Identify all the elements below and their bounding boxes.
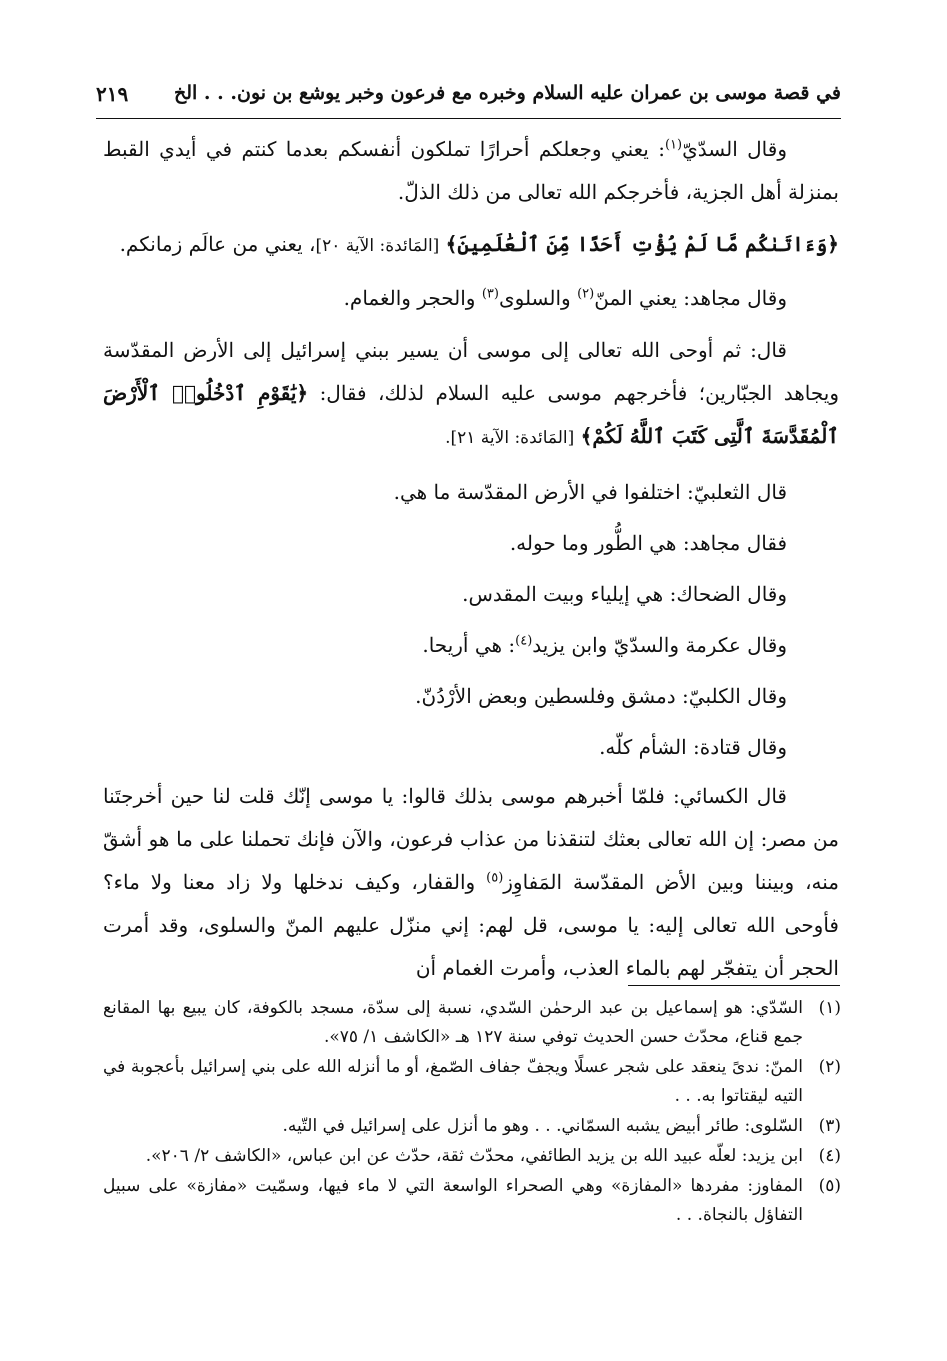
footnote [103,1142,841,1171]
footnote-text: المفاوز: مفردها «المفازة» وهي الصحراء الواسعة التي لا ماء فيها، وسمّيت «مفازة» على سبيل التفاؤل بالنجاة. . . [103,1176,803,1225]
footnote-text: السّدّي: هو إسماعيل بن عبد الرحمٰن السّدي، نسبة إلى سدّة، مسجد بالكوفة، كان يبيع بها المقانع جمع قناع، محدّث حسن الحديث توفي سنة ١٢٧ هـ «الكاشف ١/ ٧٥». [103,998,803,1047]
footnote-marker: (٥) [486,870,504,886]
running-header [96,82,841,114]
paragraph-11: قال الكسائي: فلمّا أخبرهم موسى بذلك قالوا: يا موسى إنّك قلت لنا حين أخرجتَنا من مصر: إن الله تعالى بعثك لتنقذنا من عذاب فرعون، والآن فإنك تحملنا على ما هو أشقّ منه، وبيننا وبين الأض المقدّسة المَفاوِز$^{(٥)}$ والقفار، وكيف ندخلها ولا زاد معنا ولا ماء؟ فأوحى الله تعالى إليه: يا موسى، قل لهم: إني منزّل عليهم المنّ والسلوى، وقد أمرت الحجر أن يتفجّر لهم بالماء العذب، وأمرت الغمام أن [103,784,839,980]
main-text [103,128,839,999]
paragraph-7: وقال الضحاك: هي إيلياء وبيت المقدس. [462,582,787,606]
footnote-marker: (٣) [481,286,499,302]
header-title: في قصة موسى بن عمران عليه السلام وخبره مع فرعون وخبر يوشع بن نون. . . الخ [173,82,841,104]
paragraph-3: وقال مجاهد: يعني المنّ$^{(٢)}$ والسلوى$^{(٣)}$ والحجر والغمام. [343,286,787,310]
footnotes [103,994,841,1231]
paragraph-4: قال: ثم أوحى الله تعالى إلى موسى أن يسير ببني إسرائيل إلى الأرض المقدّسة ويجاهد الجبّارين؛ فأخرجهم موسى عليه السلام لذلك، فقال: ﴿يَٰقَوْمِ ٱدْخُلُوا۟ ٱلْأَرْضَ ٱلْمُقَدَّسَةَ ٱلَّتِى كَتَبَ ٱللَّهُ لَكُمْ﴾ [المَائدة: الآية ٢١]. [103,338,839,448]
header-rule [96,118,841,119]
paragraph-6: فقال مجاهد: هي الطُّور وما حوله. [509,531,787,555]
quran-verse: ﴿وَءَاتَىٰكُم مَّا لَمْ يُؤْتِ أَحَدًا مِّنَ ٱلْعَٰلَمِينَ﴾ [445,232,839,256]
paragraph-8: وقال عكرمة والسدّيّ وابن يزيد$^{(٤)}$: هي أريحا. [422,633,787,657]
paragraph-9: وقال الكلبيّ: دمشق وفلسطين وبعض الأرْدُنّ. [415,684,787,708]
footnote-text: المنّ: ندىً ينعقد على شجر عسلًا ويجفّ جفاف الصّمغ، أو ما أنزله الله على بني إسرائيل بأعجوبة في التيه ليقتاتوا به. . . [103,1057,803,1106]
quran-verse: ﴿يَٰقَوْمِ ٱدْخُلُوا۟ ٱلْأَرْضَ ٱلْمُقَدَّسَةَ ٱلَّتِى كَتَبَ ٱللَّهُ لَكُمْ﴾ [103,381,839,448]
footnote [103,1172,841,1230]
verse-reference: [المَائدة: الآية ٢٠] [315,236,440,256]
footnote-number: (٤) [818,1146,841,1166]
footnote-number: (١) [818,998,841,1018]
verse-reference: [المَائدة: الآية ٢١]. [445,428,575,448]
footnote-marker: (٤) [515,633,533,649]
footnote [103,994,841,1052]
footnote-text: ابن يزيد: لعلّه عبيد الله بن يزيد الطائفي، محدّث ثقة، حدّث عن ابن عباس، «الكاشف ٢/ ٢٠٦». [145,1146,803,1166]
footnote-text: السّلوى: طائر أبيض يشبه السمّاني. . . وهو ما أنزل على إسرائيل في التّيه. [282,1116,803,1136]
footnote-number: (٢) [818,1057,841,1077]
footnote-marker: (٢) [577,286,595,302]
footnote [103,1053,841,1111]
footnote-marker: (١) [664,137,683,153]
page-number: ٢١٩ [96,82,129,106]
footnote-separator [628,985,840,986]
paragraph-10: وقال قتادة: الشأم كلّه. [599,735,787,759]
paragraph-1: وقال السدّيّ$^{(١)}$: يعني وجعلكم أحرارًا تملكون أنفسكم بعدما كنتم في أيدي القبط بمنزلة أهل الجزية، فأخرجكم الله تعالى من ذلك الذلّ. [103,137,839,204]
footnote-number: (٣) [818,1116,841,1136]
paragraph-5: قال الثعلبيّ: اختلفوا في الأرض المقدّسة ما هي. [393,480,787,504]
paragraph-2: ﴿وَءَاتَىٰكُم مَّا لَمْ يُؤْتِ أَحَدًا مِّنَ ٱلْعَٰلَمِينَ﴾ [المَائدة: الآية ٢٠]، يعني من عالَم زمانكم. [119,232,839,256]
footnote [103,1112,841,1141]
footnote-number: (٥) [818,1176,841,1196]
